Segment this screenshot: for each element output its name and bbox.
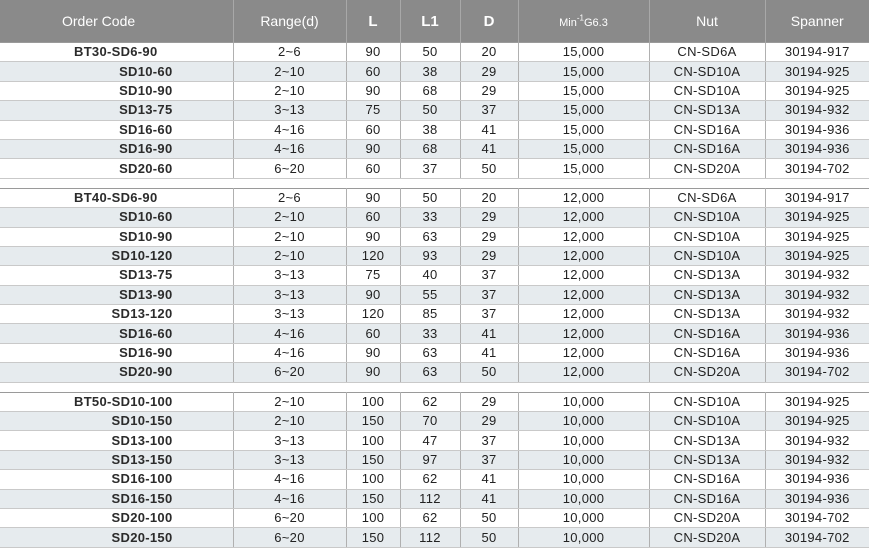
table-row <box>0 305 869 324</box>
cell-nut: CN-SD16A <box>649 120 765 139</box>
cell-range: 3~13 <box>233 450 346 469</box>
cell-rpm: 12,000 <box>518 285 649 304</box>
table-row <box>0 450 869 469</box>
cell-order-code: SD20-150 <box>0 528 233 547</box>
cell-d: 37 <box>460 101 518 120</box>
cell-l: 75 <box>346 101 400 120</box>
cell-l1: 68 <box>400 139 460 158</box>
cell-rpm: 12,000 <box>518 188 649 207</box>
cell-range: 2~10 <box>233 412 346 431</box>
table-row <box>0 508 869 527</box>
cell-range: 3~13 <box>233 101 346 120</box>
cell-rpm: 15,000 <box>518 139 649 158</box>
cell-order-code: SD16-90 <box>0 343 233 362</box>
table-row <box>0 392 869 411</box>
cell-rpm: 10,000 <box>518 489 649 508</box>
cell-d: 41 <box>460 120 518 139</box>
table-row <box>0 412 869 431</box>
cell-d: 29 <box>460 208 518 227</box>
header-row <box>0 0 869 43</box>
cell-d: 41 <box>460 139 518 158</box>
table-header <box>0 0 869 43</box>
cell-d: 50 <box>460 159 518 178</box>
cell-range: 2~10 <box>233 227 346 246</box>
header-rpm-sup: -1 <box>576 13 584 23</box>
cell-l: 75 <box>346 266 400 285</box>
cell-d: 29 <box>460 412 518 431</box>
cell-range: 6~20 <box>233 508 346 527</box>
cell-d: 50 <box>460 528 518 547</box>
cell-order-code: SD16-150 <box>0 489 233 508</box>
table-row <box>0 489 869 508</box>
cell-l1: 50 <box>400 188 460 207</box>
cell-rpm: 10,000 <box>518 431 649 450</box>
header-rpm-base: Min <box>559 17 577 29</box>
spacer-cell <box>0 382 869 392</box>
table-row <box>0 266 869 285</box>
cell-l: 60 <box>346 208 400 227</box>
cell-nut: CN-SD13A <box>649 431 765 450</box>
cell-range: 4~16 <box>233 489 346 508</box>
cell-l: 90 <box>346 343 400 362</box>
cell-l: 150 <box>346 489 400 508</box>
table-row <box>0 227 869 246</box>
cell-l: 90 <box>346 227 400 246</box>
table-row <box>0 62 869 81</box>
cell-nut: CN-SD16A <box>649 343 765 362</box>
table-row <box>0 343 869 362</box>
cell-spanner: 30194-932 <box>765 450 869 469</box>
group-spacer <box>0 178 869 188</box>
table-row <box>0 81 869 100</box>
cell-rpm: 15,000 <box>518 62 649 81</box>
cell-d: 29 <box>460 62 518 81</box>
cell-l: 120 <box>346 305 400 324</box>
table-row <box>0 120 869 139</box>
cell-order-code: BT50-SD10-100 <box>0 392 233 411</box>
cell-l1: 63 <box>400 363 460 382</box>
cell-range: 3~13 <box>233 266 346 285</box>
cell-range: 6~20 <box>233 159 346 178</box>
cell-order-code: SD13-150 <box>0 450 233 469</box>
cell-spanner: 30194-932 <box>765 101 869 120</box>
cell-l: 150 <box>346 528 400 547</box>
spacer-cell <box>0 178 869 188</box>
cell-l: 100 <box>346 392 400 411</box>
cell-order-code: SD16-60 <box>0 324 233 343</box>
cell-rpm: 10,000 <box>518 528 649 547</box>
cell-spanner: 30194-932 <box>765 305 869 324</box>
cell-order-code: SD16-90 <box>0 139 233 158</box>
cell-order-code: BT40-SD6-90 <box>0 188 233 207</box>
cell-order-code: SD13-100 <box>0 431 233 450</box>
cell-spanner: 30194-702 <box>765 508 869 527</box>
cell-order-code: SD20-60 <box>0 159 233 178</box>
cell-nut: CN-SD10A <box>649 81 765 100</box>
cell-l: 100 <box>346 431 400 450</box>
cell-nut: CN-SD20A <box>649 159 765 178</box>
cell-l1: 47 <box>400 431 460 450</box>
cell-nut: CN-SD10A <box>649 412 765 431</box>
cell-d: 41 <box>460 470 518 489</box>
table-row <box>0 324 869 343</box>
cell-nut: CN-SD13A <box>649 101 765 120</box>
cell-rpm: 15,000 <box>518 43 649 62</box>
cell-d: 37 <box>460 431 518 450</box>
cell-l1: 70 <box>400 412 460 431</box>
cell-range: 3~13 <box>233 431 346 450</box>
cell-nut: CN-SD16A <box>649 324 765 343</box>
cell-d: 29 <box>460 81 518 100</box>
cell-spanner: 30194-917 <box>765 188 869 207</box>
cell-rpm: 15,000 <box>518 101 649 120</box>
cell-d: 20 <box>460 188 518 207</box>
cell-order-code: SD13-75 <box>0 266 233 285</box>
cell-rpm: 10,000 <box>518 470 649 489</box>
cell-l1: 50 <box>400 101 460 120</box>
table-row <box>0 159 869 178</box>
cell-order-code: SD16-100 <box>0 470 233 489</box>
cell-l: 90 <box>346 81 400 100</box>
cell-spanner: 30194-925 <box>765 208 869 227</box>
cell-nut: CN-SD16A <box>649 470 765 489</box>
table-body <box>0 43 869 548</box>
header-d: D <box>460 0 518 43</box>
cell-d: 50 <box>460 508 518 527</box>
table-row <box>0 101 869 120</box>
cell-d: 20 <box>460 43 518 62</box>
cell-rpm: 10,000 <box>518 508 649 527</box>
cell-l1: 62 <box>400 470 460 489</box>
cell-order-code: SD20-100 <box>0 508 233 527</box>
header-spanner: Spanner <box>765 0 869 43</box>
cell-nut: CN-SD13A <box>649 450 765 469</box>
cell-spanner: 30194-925 <box>765 62 869 81</box>
cell-d: 37 <box>460 305 518 324</box>
header-rpm <box>518 0 649 43</box>
cell-nut: CN-SD20A <box>649 363 765 382</box>
table-row <box>0 285 869 304</box>
cell-rpm: 15,000 <box>518 120 649 139</box>
cell-l: 60 <box>346 324 400 343</box>
cell-spanner: 30194-936 <box>765 470 869 489</box>
cell-nut: CN-SD20A <box>649 508 765 527</box>
cell-d: 50 <box>460 363 518 382</box>
cell-spanner: 30194-925 <box>765 246 869 265</box>
cell-range: 2~6 <box>233 43 346 62</box>
cell-range: 2~10 <box>233 392 346 411</box>
cell-spanner: 30194-936 <box>765 139 869 158</box>
cell-l1: 85 <box>400 305 460 324</box>
cell-d: 37 <box>460 285 518 304</box>
table-row <box>0 431 869 450</box>
cell-rpm: 15,000 <box>518 81 649 100</box>
cell-nut: CN-SD20A <box>649 528 765 547</box>
table-row <box>0 470 869 489</box>
cell-order-code: SD13-90 <box>0 285 233 304</box>
cell-l: 90 <box>346 285 400 304</box>
cell-l1: 112 <box>400 528 460 547</box>
cell-range: 3~13 <box>233 305 346 324</box>
cell-nut: CN-SD13A <box>649 266 765 285</box>
cell-spanner: 30194-936 <box>765 120 869 139</box>
cell-rpm: 10,000 <box>518 450 649 469</box>
cell-d: 29 <box>460 392 518 411</box>
cell-nut: CN-SD10A <box>649 246 765 265</box>
cell-l1: 50 <box>400 43 460 62</box>
cell-rpm: 12,000 <box>518 305 649 324</box>
group-spacer <box>0 382 869 392</box>
cell-l1: 33 <box>400 208 460 227</box>
cell-l: 90 <box>346 188 400 207</box>
cell-d: 41 <box>460 343 518 362</box>
cell-d: 37 <box>460 266 518 285</box>
cell-l1: 38 <box>400 120 460 139</box>
table-row <box>0 246 869 265</box>
cell-rpm: 15,000 <box>518 159 649 178</box>
cell-l1: 112 <box>400 489 460 508</box>
cell-spanner: 30194-702 <box>765 528 869 547</box>
cell-rpm: 10,000 <box>518 412 649 431</box>
cell-nut: CN-SD10A <box>649 62 765 81</box>
cell-order-code: SD10-150 <box>0 412 233 431</box>
cell-range: 3~13 <box>233 285 346 304</box>
cell-nut: CN-SD6A <box>649 43 765 62</box>
cell-spanner: 30194-925 <box>765 81 869 100</box>
cell-rpm: 12,000 <box>518 324 649 343</box>
cell-nut: CN-SD16A <box>649 489 765 508</box>
cell-nut: CN-SD13A <box>649 285 765 304</box>
cell-l: 100 <box>346 508 400 527</box>
cell-rpm: 12,000 <box>518 246 649 265</box>
cell-spanner: 30194-702 <box>765 159 869 178</box>
cell-range: 4~16 <box>233 120 346 139</box>
cell-l1: 37 <box>400 159 460 178</box>
cell-spanner: 30194-917 <box>765 43 869 62</box>
cell-rpm: 12,000 <box>518 208 649 227</box>
cell-l: 150 <box>346 412 400 431</box>
cell-order-code: SD10-90 <box>0 81 233 100</box>
cell-range: 4~16 <box>233 470 346 489</box>
cell-rpm: 10,000 <box>518 392 649 411</box>
header-order-code: Order Code <box>0 0 233 43</box>
cell-order-code: SD13-75 <box>0 101 233 120</box>
table-row <box>0 188 869 207</box>
cell-l1: 62 <box>400 392 460 411</box>
cell-nut: CN-SD6A <box>649 188 765 207</box>
cell-l: 100 <box>346 470 400 489</box>
cell-spanner: 30194-936 <box>765 343 869 362</box>
cell-nut: CN-SD10A <box>649 208 765 227</box>
cell-range: 4~16 <box>233 343 346 362</box>
cell-l: 90 <box>346 139 400 158</box>
cell-range: 6~20 <box>233 363 346 382</box>
cell-range: 4~16 <box>233 139 346 158</box>
header-l: L <box>346 0 400 43</box>
header-l1: L1 <box>400 0 460 43</box>
cell-l: 90 <box>346 363 400 382</box>
cell-l1: 68 <box>400 81 460 100</box>
cell-order-code: SD10-60 <box>0 62 233 81</box>
cell-range: 2~10 <box>233 62 346 81</box>
cell-spanner: 30194-702 <box>765 363 869 382</box>
cell-range: 2~10 <box>233 208 346 227</box>
cell-order-code: SD10-60 <box>0 208 233 227</box>
cell-l1: 38 <box>400 62 460 81</box>
table-row <box>0 363 869 382</box>
cell-order-code: SD13-120 <box>0 305 233 324</box>
cell-spanner: 30194-932 <box>765 266 869 285</box>
cell-spanner: 30194-936 <box>765 489 869 508</box>
cell-nut: CN-SD13A <box>649 305 765 324</box>
cell-spanner: 30194-925 <box>765 227 869 246</box>
cell-range: 2~10 <box>233 81 346 100</box>
table-row <box>0 43 869 62</box>
cell-l1: 62 <box>400 508 460 527</box>
cell-order-code: BT30-SD6-90 <box>0 43 233 62</box>
cell-l1: 33 <box>400 324 460 343</box>
cell-l: 60 <box>346 159 400 178</box>
cell-d: 29 <box>460 227 518 246</box>
cell-order-code: SD16-60 <box>0 120 233 139</box>
cell-rpm: 12,000 <box>518 227 649 246</box>
cell-spanner: 30194-925 <box>765 412 869 431</box>
cell-rpm: 12,000 <box>518 343 649 362</box>
header-rpm-suffix: G6.3 <box>584 17 608 29</box>
table-row <box>0 139 869 158</box>
cell-order-code: SD10-90 <box>0 227 233 246</box>
cell-range: 6~20 <box>233 528 346 547</box>
cell-d: 41 <box>460 324 518 343</box>
cell-l: 90 <box>346 43 400 62</box>
header-range: Range(d) <box>233 0 346 43</box>
table-row <box>0 528 869 547</box>
cell-nut: CN-SD10A <box>649 392 765 411</box>
cell-range: 4~16 <box>233 324 346 343</box>
cell-l: 150 <box>346 450 400 469</box>
cell-d: 29 <box>460 246 518 265</box>
cell-l1: 93 <box>400 246 460 265</box>
cell-spanner: 30194-932 <box>765 431 869 450</box>
cell-spanner: 30194-925 <box>765 392 869 411</box>
cell-l: 120 <box>346 246 400 265</box>
cell-order-code: SD10-120 <box>0 246 233 265</box>
cell-d: 41 <box>460 489 518 508</box>
cell-nut: CN-SD10A <box>649 227 765 246</box>
cell-l1: 40 <box>400 266 460 285</box>
header-nut: Nut <box>649 0 765 43</box>
cell-spanner: 30194-936 <box>765 324 869 343</box>
cell-nut: CN-SD16A <box>649 139 765 158</box>
cell-l: 60 <box>346 120 400 139</box>
cell-rpm: 12,000 <box>518 363 649 382</box>
cell-order-code: SD20-90 <box>0 363 233 382</box>
cell-rpm: 12,000 <box>518 266 649 285</box>
cell-l: 60 <box>346 62 400 81</box>
cell-spanner: 30194-932 <box>765 285 869 304</box>
cell-l1: 97 <box>400 450 460 469</box>
table-row <box>0 208 869 227</box>
cell-l1: 63 <box>400 227 460 246</box>
cell-range: 2~10 <box>233 246 346 265</box>
cell-d: 37 <box>460 450 518 469</box>
cell-l1: 55 <box>400 285 460 304</box>
cell-range: 2~6 <box>233 188 346 207</box>
cell-l1: 63 <box>400 343 460 362</box>
